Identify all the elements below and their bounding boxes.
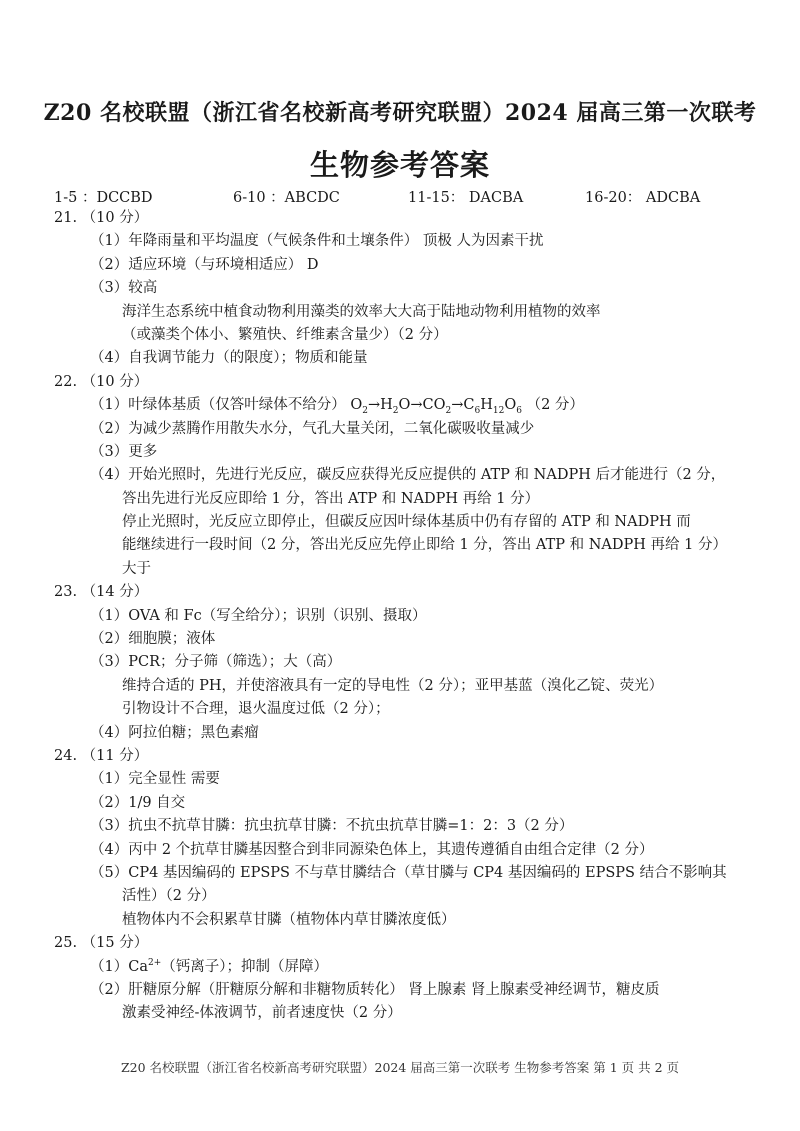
q22-part-4: （4）开始光照时，先进行光反应，碳反应获得光反应提供的 ATP 和 NADPH 后才能进行（2 分， [90, 467, 726, 484]
question-24-heading: 24. （11 分） [54, 747, 149, 764]
q22-part-1: （1）叶绿体基质（仅答叶绿体不给分） $O_2\to H_2O\to CO_2\to C_6H_{12}O_6$ （2 分） [90, 397, 584, 417]
q25-part-1-ion: （1）Ca [90, 958, 148, 975]
q22-part-3: （3）更多 [90, 443, 158, 460]
q22-part-4-stop: 停止光照时，光反应立即停止，但碳反应因叶绿体基质中仍有存留的 ATP 和 NADPH 而 [122, 514, 691, 531]
mc-answer-1-5: 1-5 ：DCCBD [54, 190, 153, 206]
q21-part-3-reason: 海洋生态系统中植食动物利用藻类的效率大大高于陆地动物利用植物的效率 [122, 303, 601, 320]
q22-part-1-text: （1）叶绿体基质（仅答叶绿体不给分） O [90, 397, 363, 414]
q22-part-4-scoring: 答出先进行光反应即给 1 分，答出 ATP 和 NADPH 再给 1 分） [122, 490, 540, 507]
q22-part-1-score: （2 分） [526, 397, 584, 414]
q24-part-4: （4）丙中 2 个抗草甘膦基因整合到非同源染色体上，其遗传遵循自由组合定律（2 分） [90, 841, 654, 858]
mc-answer-11-15: 11-15： DACBA [408, 190, 524, 206]
q23-part-3: （3）PCR；分子筛（筛选）；大（高） [90, 654, 342, 671]
q22-part-4-compare: 大于 [122, 560, 151, 577]
q24-part-3: （3）抗虫不抗草甘膦：抗虫抗草甘膦：不抗虫抗草甘膦=1：2：3（2 分） [90, 818, 574, 835]
question-25-heading: 25. （15 分） [54, 935, 149, 952]
q21-part-1: （1）年降雨量和平均温度（气候条件和土壤条件） 顶极 人为因素干扰 [90, 233, 544, 250]
q23-part-2: （2）细胞膜；液体 [90, 631, 216, 648]
q23-part-1: （1）OVA 和 Fc（写全给分）；识别（识别、摄取） [90, 607, 427, 624]
question-22-heading: 22. （10 分） [54, 373, 149, 390]
question-21-heading: 21. （10 分） [54, 210, 149, 226]
q21-part-2: （2）适应环境（与环境相适应） D [90, 256, 319, 273]
q24-part-1: （1）完全显性 需要 [90, 771, 220, 788]
q24-part-5-cont: 活性）（2 分） [122, 888, 216, 905]
q24-part-5: （5）CP4 基因编码的 EPSPS 不与草甘膦结合（草甘膦与 CP4 基因编码的 EPSPS 结合不影响其 [90, 864, 727, 881]
q25-part-1-charge: 2+ [147, 957, 162, 968]
mc-answer-16-20: 16-20： ADCBA [585, 190, 701, 206]
q23-part-3-buffer: 维持合适的 PH，并使溶液具有一定的导电性（2 分）；亚甲基蓝（溴化乙锭、荧光） [122, 677, 664, 694]
q24-part-2: （2）1/9 自交 [90, 794, 186, 811]
q21-part-3-alt: （或藻类个体小、繁殖快、纤维素含量少）（2 分） [122, 326, 448, 343]
q21-part-3: （3）较高 [90, 280, 158, 297]
page-subtitle: 生物参考答案 [309, 148, 490, 182]
page-title: Z20 名校联盟（浙江省名校新高考研究联盟）2024 届高三第一次联考 [43, 100, 757, 126]
mc-answer-6-10: 6-10 ：ABCDC [233, 190, 340, 206]
q24-part-5-result: 植物体内不会积累草甘膦（植物体内草甘膦浓度低） [122, 911, 456, 928]
q23-part-3-primer: 引物设计不合理，退火温度过低（2 分）； [122, 701, 390, 718]
q25-part-1-text: （钙离子）；抑制（屏障） [161, 958, 328, 975]
q23-part-4: （4）阿拉伯糖；黑色素瘤 [90, 724, 259, 741]
q22-part-4-stop-scoring: 能继续进行一段时间（2 分，答出光反应先停止即给 1 分，答出 ATP 和 NADPH 再给 1 分） [122, 537, 727, 554]
question-23-heading: 23. （14 分） [54, 584, 149, 601]
q21-part-4: （4）自我调节能力（的限度）；物质和能量 [90, 350, 368, 367]
answer-content [0, 207, 800, 1026]
q25-part-2: （2）肝糖原分解（肝糖原分解和非糖物质转化） 肾上腺素 肾上腺素受神经调节，糖皮质 [90, 981, 660, 998]
q25-part-1 [0, 956, 800, 979]
q25-part-2-cont: 激素受神经-体液调节，前者速度快（2 分） [122, 1005, 402, 1022]
q22-part-2: （2）为减少蒸腾作用散失水分，气孔大量关闭，二氧化碳吸收量减少 [90, 420, 535, 437]
page-footer: Z20 名校联盟（浙江省名校新高考研究联盟）2024 届高三第一次联考 生物参考答案 第 1 页 共 2 页 [120, 1060, 680, 1075]
